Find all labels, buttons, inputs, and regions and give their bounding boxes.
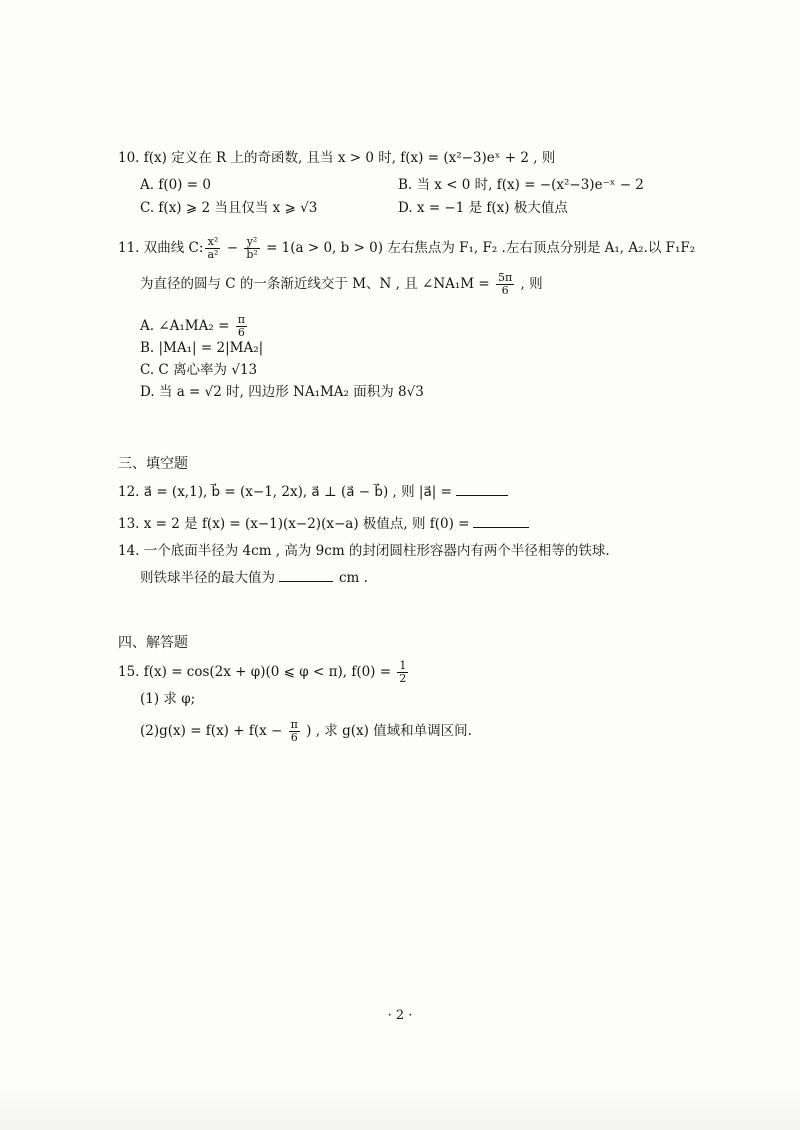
q12-answer-blank	[456, 481, 508, 496]
q13	[118, 513, 529, 533]
q14-unit: cm .	[339, 570, 368, 586]
section3-heading: 三、填空题	[118, 456, 188, 472]
q11-line2-prefix: 为直径的圆与 C 的一条渐近线交于 M、N , 且 ∠NA₁M =	[140, 276, 490, 292]
q10-option-a: A. f(0) = 0	[140, 177, 211, 193]
q15-part1: (1) 求 φ;	[140, 691, 196, 707]
q11-stem-prefix: 11. 双曲线 C:	[118, 240, 204, 256]
q11-option-d: D. 当 a = √2 时, 四边形 NA₁MA₂ 面积为 8√3	[140, 384, 424, 400]
scan-shadow	[0, 1080, 800, 1130]
angle-fraction	[496, 272, 514, 297]
q11-stem-suffix: = 1(a > 0, b > 0) 左右焦点为 F₁, F₂ .左右顶点分别是 A₁, A₂.以 F₁F₂	[266, 240, 696, 256]
fraction-denominator: a²	[207, 248, 219, 261]
q11-option-c: C. C 离心率为 √13	[140, 362, 258, 378]
q10-option-b: B. 当 x < 0 时, f(x) = −(x²−3)e⁻ˣ − 2	[398, 177, 644, 193]
q11-option-a-prefix: A. ∠A₁MA₂ =	[140, 318, 230, 334]
x-squared-over-a-squared-fraction	[205, 236, 220, 261]
one-half-fraction	[397, 660, 408, 685]
fraction-numerator: x²	[205, 236, 220, 249]
q10-stem: 10. f(x) 定义在 R 上的奇函数, 且当 x > 0 时, f(x) = (x²−3)eˣ + 2 , 则	[118, 150, 556, 166]
q14-text: 则铁球半径的最大值为	[140, 570, 275, 586]
fraction-numerator: y²	[244, 236, 259, 249]
fraction-denominator: 6	[501, 284, 509, 297]
fraction-denominator: 6	[237, 326, 245, 339]
page-number: · 2 ·	[387, 1008, 413, 1023]
q15-stem-text: 15. f(x) = cos(2x + φ)(0 ⩽ φ < π), f(0) =	[118, 664, 392, 680]
q11-stem-line2	[140, 272, 543, 297]
q12	[118, 481, 508, 501]
pi-over-six-fraction	[236, 314, 247, 339]
fraction-denominator: 2	[399, 672, 407, 685]
q14-answer-blank	[279, 567, 333, 582]
q11-line2-suffix: , 则	[520, 276, 543, 292]
pi-over-six-fraction	[289, 719, 300, 744]
q11-stem	[118, 236, 695, 261]
q13-text: 13. x = 2 是 f(x) = (x−1)(x−2)(x−a) 极值点, 则 f(0) =	[118, 516, 470, 532]
fraction-numerator: 5π	[498, 271, 513, 284]
q11-option-a	[140, 314, 249, 339]
q15-part2-suffix: ) , 求 g(x) 值域和单调区间.	[306, 723, 472, 739]
fraction-numerator: π	[237, 313, 245, 326]
q14-line1: 14. 一个底面半径为 4cm , 高为 9cm 的封闭圆柱形容器内有两个半径相等的铁球.	[118, 543, 610, 559]
q13-answer-blank	[473, 513, 529, 528]
fraction-denominator: 6	[290, 731, 298, 744]
minus-sign: −	[226, 240, 239, 256]
q15-part2-prefix: (2)g(x) = f(x) + f(x −	[140, 723, 283, 739]
y-squared-over-b-squared-fraction	[244, 236, 259, 261]
q11-option-b: B. |MA₁| = 2|MA₂|	[140, 340, 264, 356]
fraction-denominator: b²	[246, 248, 258, 261]
fraction-numerator: π	[290, 718, 298, 731]
fraction-numerator: 1	[399, 659, 407, 672]
q14-line2	[140, 567, 368, 587]
q15-stem	[118, 660, 410, 685]
section4-heading: 四、解答题	[118, 635, 188, 651]
q15-part2	[140, 719, 472, 744]
q10-option-d: D. x = −1 是 f(x) 极大值点	[398, 200, 568, 216]
q12-text: 12. a⃗ = (x,1), b⃗ = (x−1, 2x), a⃗ ⊥ (a⃗ − b⃗) , 则 |a⃗| =	[118, 484, 452, 500]
q10-option-c: C. f(x) ⩾ 2 当且仅当 x ⩾ √3	[140, 200, 318, 216]
